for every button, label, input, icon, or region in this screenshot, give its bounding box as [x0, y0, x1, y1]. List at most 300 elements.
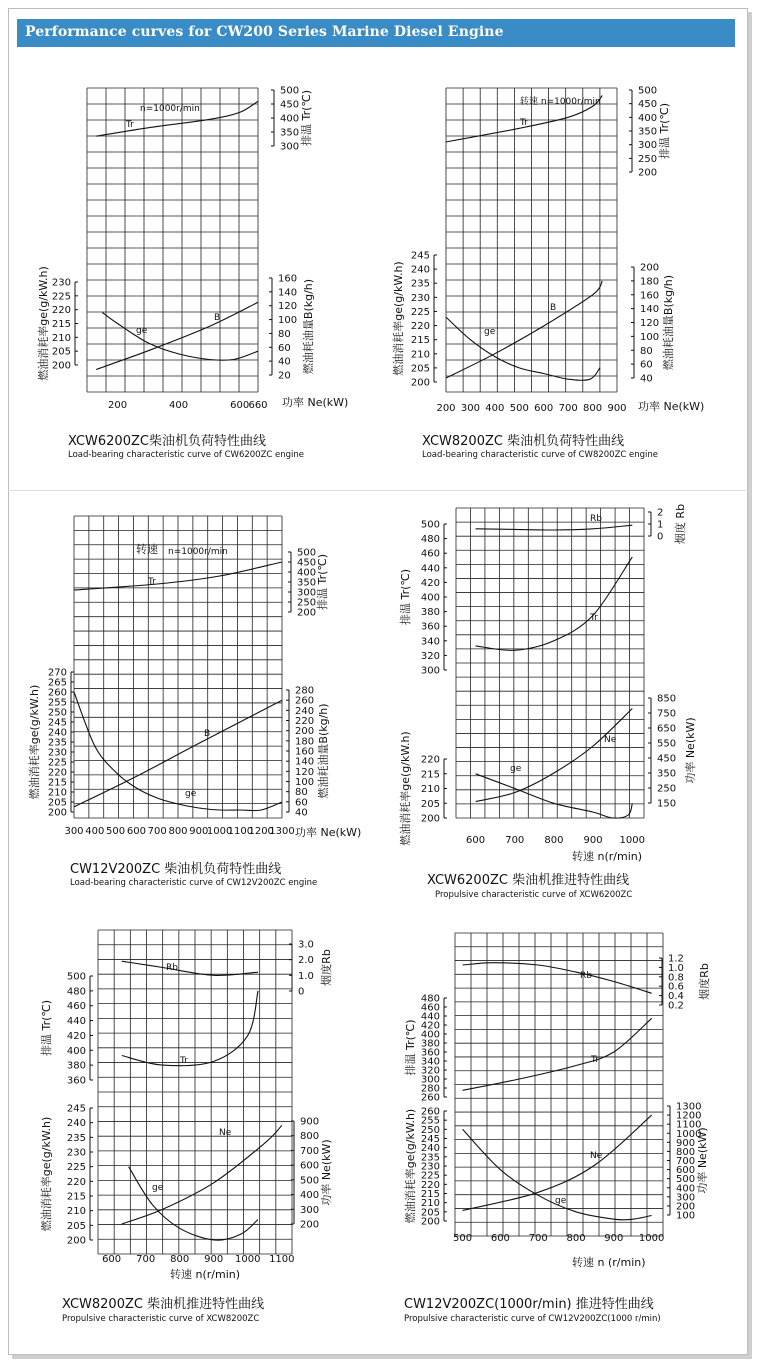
y-tick-label: 210: [51, 332, 71, 344]
x-tick-label: 800: [544, 835, 564, 846]
y-axis-label: 功率 Ne(kW): [684, 717, 697, 784]
y-tick-label: 225: [410, 306, 430, 318]
y-tick-label: 20: [278, 370, 291, 382]
y-tick-label: 200: [295, 726, 315, 738]
x-tick-label: 700: [505, 835, 525, 846]
y-tick-label: 460: [420, 1002, 440, 1014]
x-axis-label: 转速 n(r/min): [170, 1268, 241, 1281]
series-label: Tr: [148, 577, 156, 587]
y-axis-label: 排温 Tr(℃): [316, 553, 329, 611]
y-tick-label: 700: [300, 1145, 320, 1157]
series-b-line: [446, 281, 602, 378]
y-tick-label: 3.0: [298, 939, 314, 951]
y-tick-label: 150: [657, 798, 677, 810]
chart-c1: [36, 86, 348, 461]
y-tick-label: 205: [420, 1207, 440, 1219]
chart-title: CW12V200ZC(1000r/min) 推进特性曲线: [404, 1297, 654, 1312]
y-axis-label: 燃油消耗率ge(g/kW.h): [399, 731, 412, 846]
y-tick-label: 500: [280, 85, 300, 97]
y-tick-label: 80: [278, 328, 291, 340]
annotation-rpm: 转速 n=1000r/min: [520, 97, 601, 107]
y-tick-label: 235: [66, 1132, 86, 1144]
y-tick-label: 230: [66, 1147, 86, 1159]
series-label: B: [204, 729, 211, 739]
series-ge-line: [446, 317, 600, 380]
y-tick-label: 215: [420, 1189, 440, 1200]
y-tick-label: 260: [295, 695, 315, 707]
y-tick-label: 280: [420, 1083, 440, 1095]
y-tick-label: 360: [420, 621, 440, 633]
y-tick-label: 220: [295, 716, 315, 727]
y-tick-label: 255: [47, 697, 67, 709]
y-tick-label: 2: [657, 507, 664, 519]
y-tick-label: 230: [420, 1161, 440, 1173]
x-tick-label: 1100: [269, 1254, 295, 1265]
x-tick-label: 500: [106, 826, 126, 837]
y-tick-label: 1.0: [668, 962, 684, 974]
page-title: Performance curves for CW200 Series Marine Diesel Engine: [25, 24, 504, 40]
y-axis-label: 排温 Tr(℃): [399, 568, 412, 626]
chart-c4: [398, 504, 697, 900]
x-tick-label: 1000: [235, 1254, 261, 1265]
y-tick-label: 0.8: [668, 972, 684, 984]
x-axis-label: 功率 Ne(kW): [282, 396, 349, 409]
y-tick-label: 235: [410, 278, 430, 290]
y-tick-label: 160: [278, 273, 298, 285]
series-rb-line: [122, 961, 258, 975]
y-tick-label: 420: [420, 1020, 440, 1032]
series-ge-line: [463, 1129, 652, 1220]
y-tick-label: 180: [640, 276, 660, 288]
y-tick-label: 1.2: [668, 953, 684, 965]
y-tick-label: 215: [410, 335, 430, 347]
y-tick-label: 0: [298, 986, 305, 998]
y-tick-label: 0.4: [668, 991, 684, 1003]
y-tick-label: 205: [47, 797, 67, 809]
y-tick-label: 120: [278, 301, 298, 313]
y-tick-label: 225: [51, 291, 71, 303]
chart-c3: [27, 516, 361, 888]
y-tick-label: 240: [66, 1118, 86, 1130]
y-tick-label: 440: [420, 1011, 440, 1023]
y-axis-label: 燃油耗油量B(kg/h): [302, 278, 315, 375]
y-tick-label: 100: [278, 315, 298, 327]
y-tick-label: 300: [300, 1204, 320, 1216]
y-tick-label: 245: [420, 1134, 440, 1145]
y-tick-label: 200: [420, 813, 440, 825]
x-tick-label: 600: [490, 1233, 510, 1244]
y-tick-label: 225: [420, 1170, 440, 1182]
y-tick-label: 200: [51, 360, 71, 372]
y-tick-label: 500: [638, 85, 658, 97]
y-axis-label: 烟度Rb: [698, 963, 711, 1000]
y-tick-label: 1000: [676, 1128, 702, 1140]
y-tick-label: 140: [640, 304, 660, 316]
y-tick-label: 320: [420, 1065, 440, 1077]
y-tick-label: 255: [420, 1115, 440, 1127]
y-tick-label: 180: [295, 736, 315, 748]
y-tick-label: 210: [420, 1198, 440, 1210]
y-tick-label: 450: [297, 557, 317, 569]
y-tick-label: 200: [47, 807, 67, 819]
annotation-speed: 转速: [136, 543, 158, 556]
y-tick-label: 0: [657, 531, 664, 543]
series-label: Tr: [590, 613, 598, 623]
x-tick-label: 400: [85, 826, 105, 837]
x-tick-label: 1000: [638, 1233, 665, 1244]
y-tick-label: 360: [66, 1075, 86, 1087]
y-tick-label: 80: [295, 787, 308, 799]
y-tick-label: 1: [657, 519, 664, 531]
y-tick-label: 205: [420, 798, 440, 810]
y-tick-label: 100: [640, 331, 660, 343]
y-tick-label: 210: [410, 349, 430, 361]
y-tick-label: 80: [640, 345, 653, 357]
series-label: B: [550, 303, 557, 313]
x-tick-label: 500: [509, 403, 529, 414]
y-axis-label: 排温 Tr(℃): [658, 102, 671, 160]
series-ne-line: [122, 1125, 282, 1224]
y-tick-label: 700: [676, 1156, 696, 1167]
y-tick-label: 1200: [676, 1110, 702, 1122]
y-tick-label: 550: [657, 738, 677, 750]
y-tick-label: 215: [66, 1191, 86, 1203]
series-rb-line: [463, 963, 652, 994]
series-label: Ne: [219, 1128, 232, 1138]
y-axis-label: 烟度Rb: [320, 949, 333, 986]
y-tick-label: 220: [47, 767, 67, 779]
y-tick-label: 100: [676, 1210, 696, 1222]
y-tick-label: 500: [420, 519, 440, 531]
y-tick-label: 400: [420, 592, 440, 604]
y-tick-label: 235: [420, 1152, 440, 1164]
y-tick-label: 215: [47, 777, 67, 789]
y-tick-label: 380: [66, 1060, 86, 1072]
y-tick-label: 400: [676, 1183, 696, 1195]
x-tick-label: 600: [126, 826, 146, 837]
y-tick-label: 160: [295, 746, 315, 758]
y-tick-label: 200: [640, 262, 660, 274]
x-tick-label: 900: [189, 826, 209, 837]
x-tick-label: 700: [147, 826, 167, 837]
y-tick-label: 40: [640, 373, 653, 385]
y-tick-label: 120: [295, 766, 315, 778]
y-tick-label: 400: [638, 112, 658, 124]
y-tick-label: 250: [638, 153, 658, 165]
y-tick-label: 140: [278, 287, 298, 299]
y-tick-label: 225: [66, 1162, 86, 1174]
y-tick-label: 205: [410, 363, 430, 375]
x-tick-label: 800: [168, 826, 188, 837]
x-tick-label: 600: [230, 400, 250, 411]
y-tick-label: 600: [300, 1160, 320, 1172]
series-label: ge: [136, 326, 148, 336]
y-tick-label: 440: [66, 1016, 86, 1028]
y-tick-label: 450: [657, 753, 677, 765]
y-axis-label: 燃油消耗率ge(g/kW.h): [392, 261, 405, 376]
y-tick-label: 0.6: [668, 981, 684, 993]
x-tick-label: 1000: [619, 835, 645, 846]
x-tick-label: 600: [102, 1254, 122, 1265]
y-tick-label: 240: [47, 727, 67, 739]
y-tick-label: 320: [420, 650, 440, 662]
y-tick-label: 280: [295, 685, 315, 697]
y-tick-label: 235: [47, 737, 67, 749]
y-tick-label: 400: [297, 567, 317, 579]
x-tick-label: 800: [170, 1254, 190, 1265]
series-label: Ne: [604, 735, 617, 745]
series-label: ge: [484, 327, 496, 337]
y-tick-label: 250: [297, 597, 317, 609]
y-tick-label: 230: [47, 747, 67, 759]
series-label: Tr: [591, 1055, 599, 1065]
y-tick-label: 260: [420, 1106, 440, 1118]
chart-c6: [403, 933, 711, 1324]
y-tick-label: 480: [66, 986, 86, 998]
x-tick-label: 200: [107, 400, 128, 411]
y-tick-label: 800: [676, 1146, 696, 1158]
y-tick-label: 460: [66, 1001, 86, 1013]
y-tick-label: 400: [280, 113, 300, 125]
y-tick-label: 450: [280, 99, 300, 111]
y-tick-label: 350: [657, 768, 677, 780]
y-tick-label: 380: [420, 1038, 440, 1050]
y-tick-label: 220: [420, 754, 440, 766]
chart-title: CW12V200ZC 柴油机负荷特性曲线: [70, 862, 282, 877]
y-tick-label: 140: [295, 756, 315, 768]
chart-title: XCW8200ZC 柴油机负荷特性曲线: [422, 434, 625, 449]
y-tick-label: 240: [295, 705, 315, 717]
y-tick-label: 340: [420, 636, 440, 648]
x-tick-label: 660: [248, 400, 268, 411]
y-tick-label: 200: [638, 167, 658, 179]
y-tick-label: 1100: [676, 1119, 702, 1131]
y-tick-label: 900: [300, 1116, 320, 1128]
chart-subtitle: Propulsive characteristic curve of XCW6200ZC: [435, 890, 633, 900]
y-tick-label: 1.0: [298, 970, 314, 982]
y-tick-label: 200: [66, 1235, 86, 1247]
x-tick-label: 600: [466, 835, 486, 846]
chart-c2: [391, 86, 704, 461]
annotation-rpm: n=1000r/min: [140, 104, 200, 114]
y-axis-label: 烟度 Rb: [674, 503, 687, 545]
y-tick-label: 265: [47, 677, 67, 689]
y-tick-label: 205: [66, 1220, 86, 1232]
y-tick-label: 245: [47, 717, 67, 729]
y-tick-label: 300: [297, 587, 317, 599]
y-axis-label: 排温 Tr(℃): [300, 89, 313, 147]
y-tick-label: 40: [295, 807, 308, 819]
y-tick-label: 380: [420, 607, 440, 619]
series-label: Rb: [590, 514, 602, 524]
series-label: Tr: [180, 1056, 188, 1066]
y-tick-label: 350: [638, 126, 658, 138]
y-tick-label: 450: [638, 99, 658, 111]
y-tick-label: 600: [676, 1165, 696, 1177]
series-tr-line: [122, 991, 258, 1066]
y-tick-label: 220: [51, 305, 71, 317]
y-axis-label: 功率 Ne(kW): [320, 1139, 333, 1206]
y-tick-label: 300: [676, 1192, 696, 1204]
series-label: ge: [510, 764, 522, 774]
y-tick-label: 220: [66, 1176, 86, 1188]
y-axis-label: 燃油消耗率ge(g/kW.h): [37, 266, 50, 381]
y-tick-label: 250: [47, 707, 67, 719]
y-tick-label: 250: [420, 1124, 440, 1136]
y-tick-label: 340: [420, 1056, 440, 1068]
y-tick-label: 245: [66, 1103, 86, 1115]
y-tick-label: 650: [657, 723, 677, 735]
y-tick-label: 210: [47, 787, 67, 799]
y-tick-label: 60: [278, 342, 291, 354]
x-axis-label: 功率 Ne(kW): [638, 400, 705, 413]
y-tick-label: 500: [300, 1175, 320, 1187]
y-tick-label: 500: [297, 547, 317, 559]
x-tick-label: 700: [528, 1233, 548, 1244]
y-tick-label: 400: [420, 1029, 440, 1041]
y-axis-label: 燃油消耗率ge(g/kW.h): [28, 684, 41, 800]
x-tick-label: 400: [169, 400, 189, 411]
series-label: ge: [152, 1183, 164, 1193]
chart-subtitle: Propulsive characteristic curve of XCW8200ZC: [62, 1314, 260, 1324]
y-tick-label: 2.0: [298, 955, 314, 967]
x-tick-label: 900: [583, 835, 603, 846]
x-tick-label: 700: [136, 1254, 156, 1265]
y-tick-label: 260: [47, 687, 67, 699]
x-tick-label: 300: [460, 403, 480, 414]
y-tick-label: 300: [420, 1074, 440, 1086]
y-tick-label: 350: [280, 127, 300, 139]
y-tick-label: 420: [66, 1030, 86, 1042]
x-axis-label: 转速 n(r/min): [572, 850, 643, 863]
series-ge-line: [102, 312, 258, 360]
y-axis-label: 排温 Tr(℃): [40, 999, 53, 1057]
y-tick-label: 360: [420, 1047, 440, 1059]
y-tick-label: 250: [657, 783, 677, 795]
chart-title: XCW8200ZC 柴油机推进特性曲线: [62, 1297, 265, 1312]
x-axis-label: 转速 n (r/min): [572, 1256, 646, 1269]
y-tick-label: 160: [640, 290, 660, 302]
y-axis-label: 燃油消耗率ge(g/kW.h): [40, 1116, 53, 1232]
x-tick-label: 900: [204, 1254, 224, 1265]
series-label: ge: [185, 789, 197, 799]
y-tick-label: 500: [66, 971, 86, 983]
y-tick-label: 900: [676, 1137, 696, 1149]
series-label: Rb: [580, 971, 592, 981]
y-tick-label: 200: [676, 1201, 696, 1213]
y-tick-label: 210: [420, 784, 440, 795]
series-label: Tr: [126, 120, 134, 130]
y-tick-label: 200: [410, 377, 430, 389]
y-tick-label: 60: [640, 359, 653, 371]
y-tick-label: 220: [410, 321, 430, 333]
y-tick-label: 240: [420, 1143, 440, 1155]
y-tick-label: 300: [280, 141, 300, 153]
y-axis-label: 排温 Tr(℃): [404, 1019, 417, 1076]
series-label: Ne: [590, 1151, 603, 1161]
y-tick-label: 420: [420, 577, 440, 589]
chart-subtitle: Load-bearing characteristic curve of CW12V200ZC engine: [70, 878, 318, 888]
y-tick-label: 230: [51, 277, 71, 289]
y-axis-label: 燃油耗油量B(kg/h): [662, 274, 675, 371]
x-tick-label: 800: [583, 403, 603, 414]
y-tick-label: 210: [66, 1206, 86, 1218]
x-tick-label: 400: [485, 403, 505, 414]
y-tick-label: 215: [51, 319, 71, 330]
y-tick-label: 400: [300, 1190, 320, 1202]
y-tick-label: 270: [47, 667, 67, 679]
y-tick-label: 100: [295, 777, 315, 788]
y-axis-label: 燃油消耗率ge(g/kW.h): [404, 1108, 417, 1224]
x-tick-label: 1100: [227, 826, 254, 837]
x-axis-label: 功率 Ne(kW): [295, 826, 362, 839]
y-tick-label: 460: [420, 548, 440, 560]
x-tick-label: 300: [64, 826, 84, 837]
chart-subtitle: Propulsive characteristic curve of CW12V200ZC(1000 r/min): [404, 1314, 661, 1324]
x-tick-label: 1200: [248, 826, 274, 837]
x-tick-label: 600: [534, 403, 554, 414]
y-tick-label: 400: [66, 1045, 86, 1057]
series-ge-line: [129, 1167, 258, 1240]
y-tick-label: 480: [420, 534, 440, 546]
y-tick-label: 1300: [676, 1101, 702, 1113]
y-tick-label: 750: [657, 708, 677, 720]
y-tick-label: 300: [420, 665, 440, 677]
y-tick-label: 240: [410, 264, 430, 276]
series-label: Rb: [166, 963, 178, 973]
series-label: Tr: [520, 118, 528, 128]
x-tick-label: 700: [558, 403, 578, 414]
y-tick-label: 500: [676, 1174, 696, 1186]
y-tick-label: 200: [420, 1216, 440, 1228]
y-tick-label: 800: [300, 1131, 320, 1143]
y-tick-label: 40: [278, 356, 291, 368]
x-tick-label: 1000: [206, 826, 233, 837]
x-tick-label: 900: [607, 403, 627, 414]
y-tick-label: 300: [638, 140, 658, 152]
chart-c5: [39, 930, 333, 1324]
y-tick-label: 200: [297, 607, 317, 619]
y-tick-label: 225: [47, 757, 67, 769]
y-tick-label: 0.2: [668, 1000, 684, 1012]
y-tick-label: 215: [420, 769, 440, 781]
y-tick-label: 120: [640, 318, 660, 329]
y-tick-label: 260: [420, 1092, 440, 1104]
y-axis-label: 燃油耗油量B(kg/h): [317, 703, 330, 799]
x-tick-label: 800: [566, 1233, 586, 1244]
annotation-rpm: n=1000r/min: [168, 547, 228, 557]
x-tick-label: 200: [436, 403, 456, 414]
series-label: B: [214, 313, 221, 323]
x-tick-label: 1300: [269, 826, 295, 837]
y-tick-label: 245: [410, 250, 430, 262]
chart-title: XCW6200ZC 柴油机推进特性曲线: [427, 873, 630, 888]
chart-title: XCW6200ZC柴油机负荷特性曲线: [68, 434, 266, 449]
y-tick-label: 60: [295, 797, 308, 809]
chart-subtitle: Load-bearing characteristic curve of CW8200ZC engine: [422, 450, 659, 460]
chart-subtitle: Load-bearing characteristic curve of CW6200ZC engine: [68, 450, 305, 460]
y-tick-label: 205: [51, 346, 71, 358]
y-tick-label: 200: [300, 1219, 320, 1231]
y-axis-label: 功率 Ne(kW): [696, 1127, 709, 1194]
x-tick-label: 900: [604, 1233, 624, 1244]
y-tick-label: 480: [420, 993, 440, 1005]
x-tick-label: 500: [453, 1233, 473, 1244]
series-label: ge: [555, 1196, 567, 1206]
y-tick-label: 220: [420, 1179, 440, 1191]
y-tick-label: 230: [410, 292, 430, 304]
y-tick-label: 440: [420, 563, 440, 575]
